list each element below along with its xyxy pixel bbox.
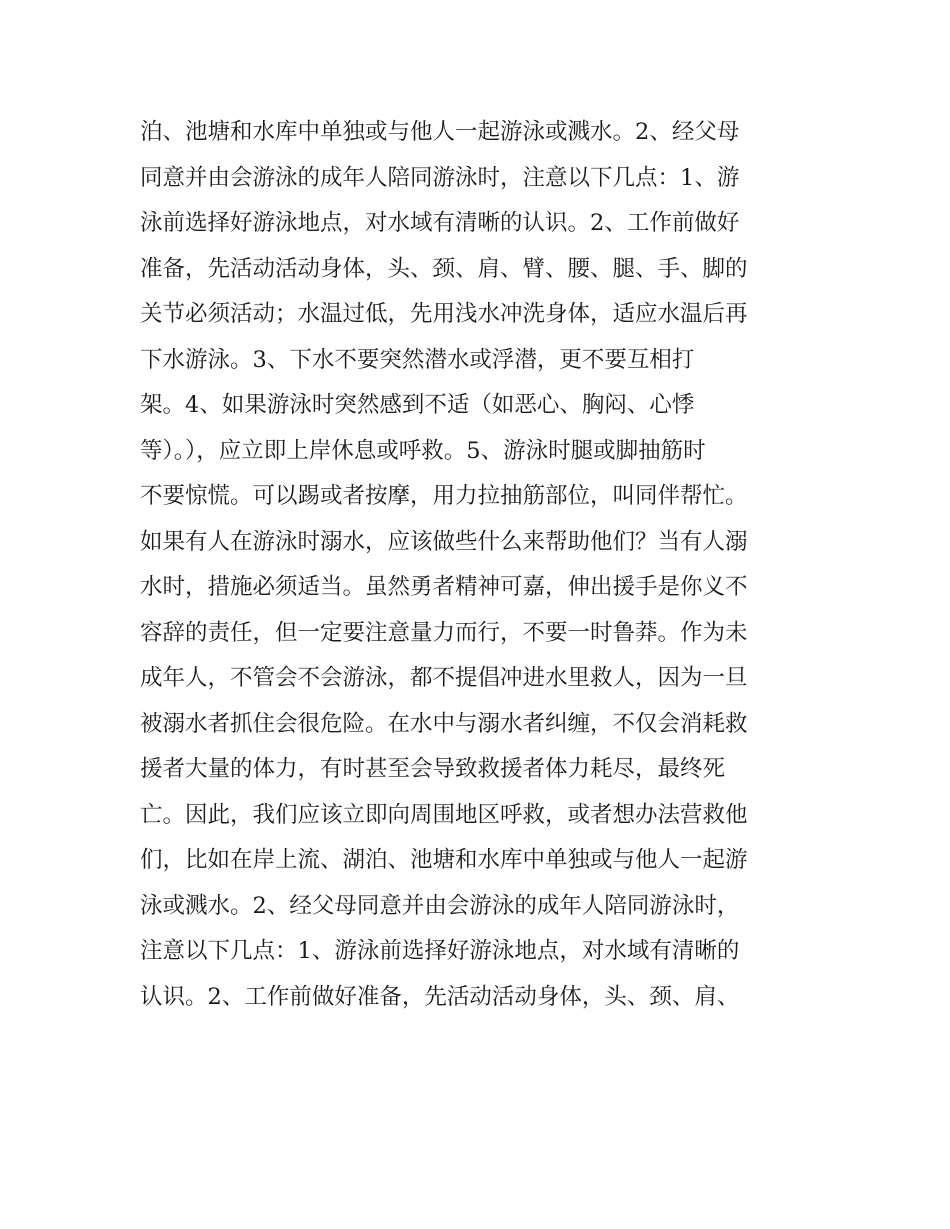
text-line: 如果有人在游泳时溺水，应该做些什么来帮助他们？当有人溺	[140, 528, 748, 555]
body-text	[140, 110, 820, 1020]
text-line: 下水游泳。3、下水不要突然潜水或浮潜，更不要互相打	[140, 346, 695, 373]
text-line: 架。4、如果游泳时突然感到不适（如恶心、胸闷、心悸	[140, 392, 695, 418]
text-line: 认识。2、工作前做好准备，先活动活动身体，头、颈、肩、	[140, 983, 740, 1010]
text-line: 同意并由会游泳的成年人陪同游泳时，注意以下几点：1、游	[140, 164, 740, 191]
text-line: 水时，措施必须适当。虽然勇者精神可嘉，伸出援手是你义不	[140, 574, 748, 600]
text-line: 援者大量的体力，有时甚至会导致救援者体力耗尽，最终死	[140, 756, 726, 782]
text-line: 泳或溅水。2、经父母同意并由会游泳的成年人陪同游泳时，	[140, 892, 740, 919]
text-line: 成年人，不管会不会游泳，都不提倡冲进水里救人，因为一旦	[140, 665, 748, 691]
text-line: 被溺水者抓住会很危险。在水中与溺水者纠缠，不仅会消耗救	[140, 710, 748, 737]
text-line: 不要惊慌。可以踢或者按摩，用力拉抽筋部位，叫同伴帮忙。	[140, 483, 748, 509]
text-line: 泊、池塘和水库中单独或与他人一起游泳或溅水。2、经父母	[140, 119, 740, 145]
text-line: 准备，先活动活动身体，头、颈、肩、臂、腰、腿、手、脚的	[140, 255, 748, 282]
text-line: 亡。因此，我们应该立即向周围地区呼救，或者想办法营救他	[140, 801, 748, 828]
text-line: 关节必须活动；水温过低，先用浅水冲洗身体，适应水温后再	[140, 301, 748, 327]
text-line: 容辞的责任，但一定要注意量力而行，不要一时鲁莽。作为未	[140, 619, 748, 646]
text-line: 们，比如在岸上流、湖泊、池塘和水库中单独或与他人一起游	[140, 847, 748, 873]
text-line: 泳前选择好游泳地点，对水域有清晰的认识。2、工作前做好	[140, 210, 740, 236]
text-line: 注意以下几点：1、游泳前选择好游泳地点，对水域有清晰的	[140, 938, 740, 964]
text-line: 等）。），应立即上岸休息或呼救。5、游泳时腿或脚抽筋时	[140, 437, 706, 464]
